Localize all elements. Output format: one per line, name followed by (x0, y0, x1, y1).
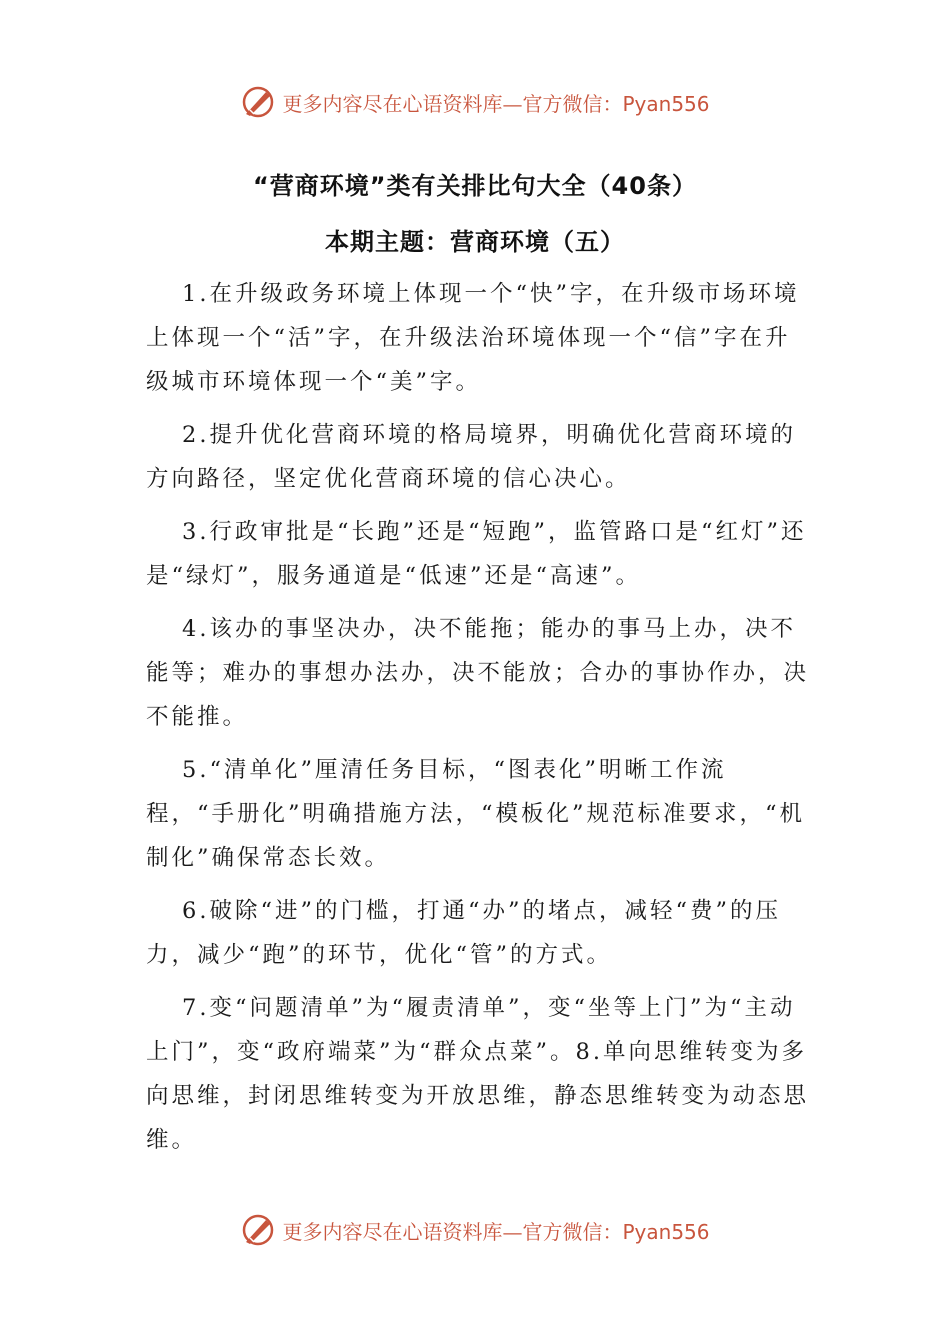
paragraph-5: 5.“清单化”厘清任务目标，“图表化”明晰工作流程，“手册化”明确措施方法，“模板化”规范标准要求，“机制化”确保常态长效。 (146, 757, 806, 871)
watermark-text: 更多内容尽在心语资料库—官方微信：Pyan556 (282, 1219, 710, 1244)
document-subtitle: 本期主题：营商环境（五） (325, 228, 625, 256)
footer-watermark-banner (0, 1208, 950, 1252)
paragraph-7: 7.变“问题清单”为“履责清单”，变“坐等上门”为“主动上门”，变“政府端菜”为“群众点菜”。8.单向思维转变为多向思维，封闭思维转变为开放思维，静态思维转变为动态思维。 (146, 995, 810, 1153)
pen-circle-logo-icon (240, 1212, 276, 1248)
document-body (146, 272, 810, 1171)
paragraph-3: 3.行政审批是“长跑”还是“短跑”，监管路口是“红灯”还是“绿灯”，服务通道是“低速”还是“高速”。 (146, 519, 807, 589)
watermark-text: 更多内容尽在心语资料库—官方微信：Pyan556 (282, 91, 710, 116)
paragraph-6: 6.破除“进”的门槛，打通“办”的堵点，减轻“费”的压力，减少“跑”的环节，优化“管”的方式。 (146, 898, 781, 968)
document-title: “营商环境”类有关排比句大全（40条） (253, 172, 697, 200)
pen-circle-logo-icon (240, 84, 276, 120)
paragraph-4: 4.该办的事坚决办，决不能拖；能办的事马上办，决不能等；难办的事想办法办，决不能放；合办的事协作办，决不能推。 (146, 616, 810, 730)
paragraph-1: 1.在升级政务环境上体现一个“快”字，在升级市场环境上体现一个“活”字，在升级法治环境体现一个“信”字在升级城市环境体现一个“美”字。 (146, 281, 800, 395)
header-watermark-banner (0, 80, 950, 124)
paragraph-2: 2.提升优化营商环境的格局境界，明确优化营商环境的方向路径，坚定优化营商环境的信心决心。 (146, 422, 796, 492)
